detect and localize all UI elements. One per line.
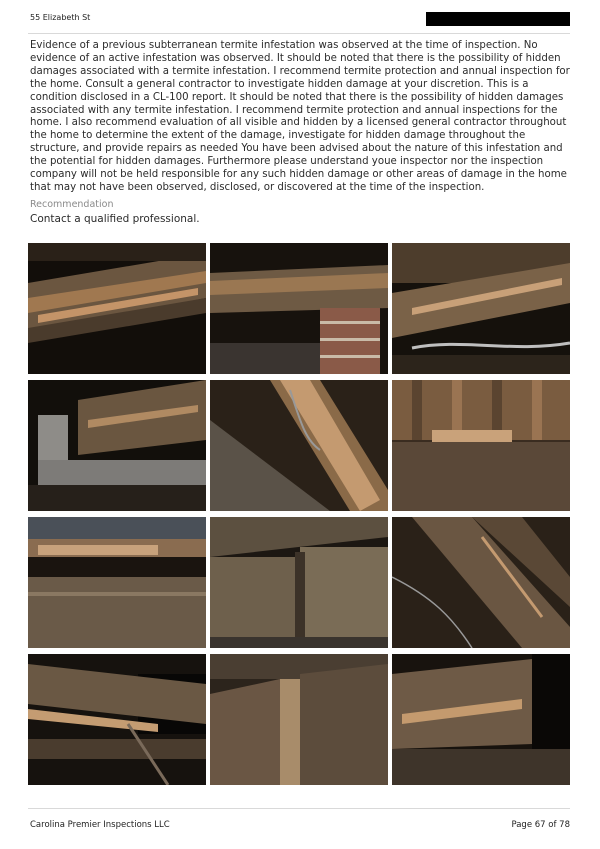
page-header xyxy=(28,10,570,30)
inspection-photo[interactable] xyxy=(392,380,570,511)
header-divider xyxy=(28,33,570,34)
inspection-photo[interactable] xyxy=(392,243,570,374)
inspection-photo[interactable] xyxy=(210,654,388,785)
finding-description: Evidence of a previous subterranean termite infestation was observed at the time of inspection. No evidence of an active infestation was observed. It should be noted that there is the possibility of hidden damages associated with a termite infestation. I recommend termite protection and annual inspection for the home. Consult a general contractor to investigate hidden damage at your discretion. This is a condition disclosed in a CL-100 report. It should be noted that there is the possibility of hidden damages associated with any termite infestation. I recommend termite protection and annual inspections for the home. I also recommend evaluation of all visible and hidden by a licensed general contractor throughout the home to determine the extent of the damage, investigate for hidden damage throughout the structure, and provide repairs as needed You have been advised about the nature of this infestation and the potential for hidden damages. Furthermore please understand youe inspector nor the inspection company will not be held responsible for any such hidden damage or other areas of damage in the home that may not have been observed, disclosed, or discovered at the time of the inspection. xyxy=(30,40,570,193)
inspection-photo[interactable] xyxy=(210,380,388,511)
inspection-photo[interactable] xyxy=(392,654,570,785)
inspection-photo[interactable] xyxy=(28,380,206,511)
inspection-photo[interactable] xyxy=(392,517,570,648)
page-number: Page 67 of 78 xyxy=(511,820,570,830)
inspection-photo[interactable] xyxy=(210,517,388,648)
property-address: 55 Elizabeth St xyxy=(30,13,91,22)
inspection-photo[interactable] xyxy=(28,243,206,374)
recommendation-text: Contact a qualified professional. xyxy=(30,213,200,225)
footer-divider xyxy=(28,808,570,809)
inspection-photo[interactable] xyxy=(28,517,206,648)
redacted-block xyxy=(426,12,570,26)
recommendation-label: Recommendation xyxy=(30,199,114,210)
company-name: Carolina Premier Inspections LLC xyxy=(30,820,170,830)
photo-grid xyxy=(28,243,570,785)
inspection-photo[interactable] xyxy=(210,243,388,374)
inspection-photo[interactable] xyxy=(28,654,206,785)
